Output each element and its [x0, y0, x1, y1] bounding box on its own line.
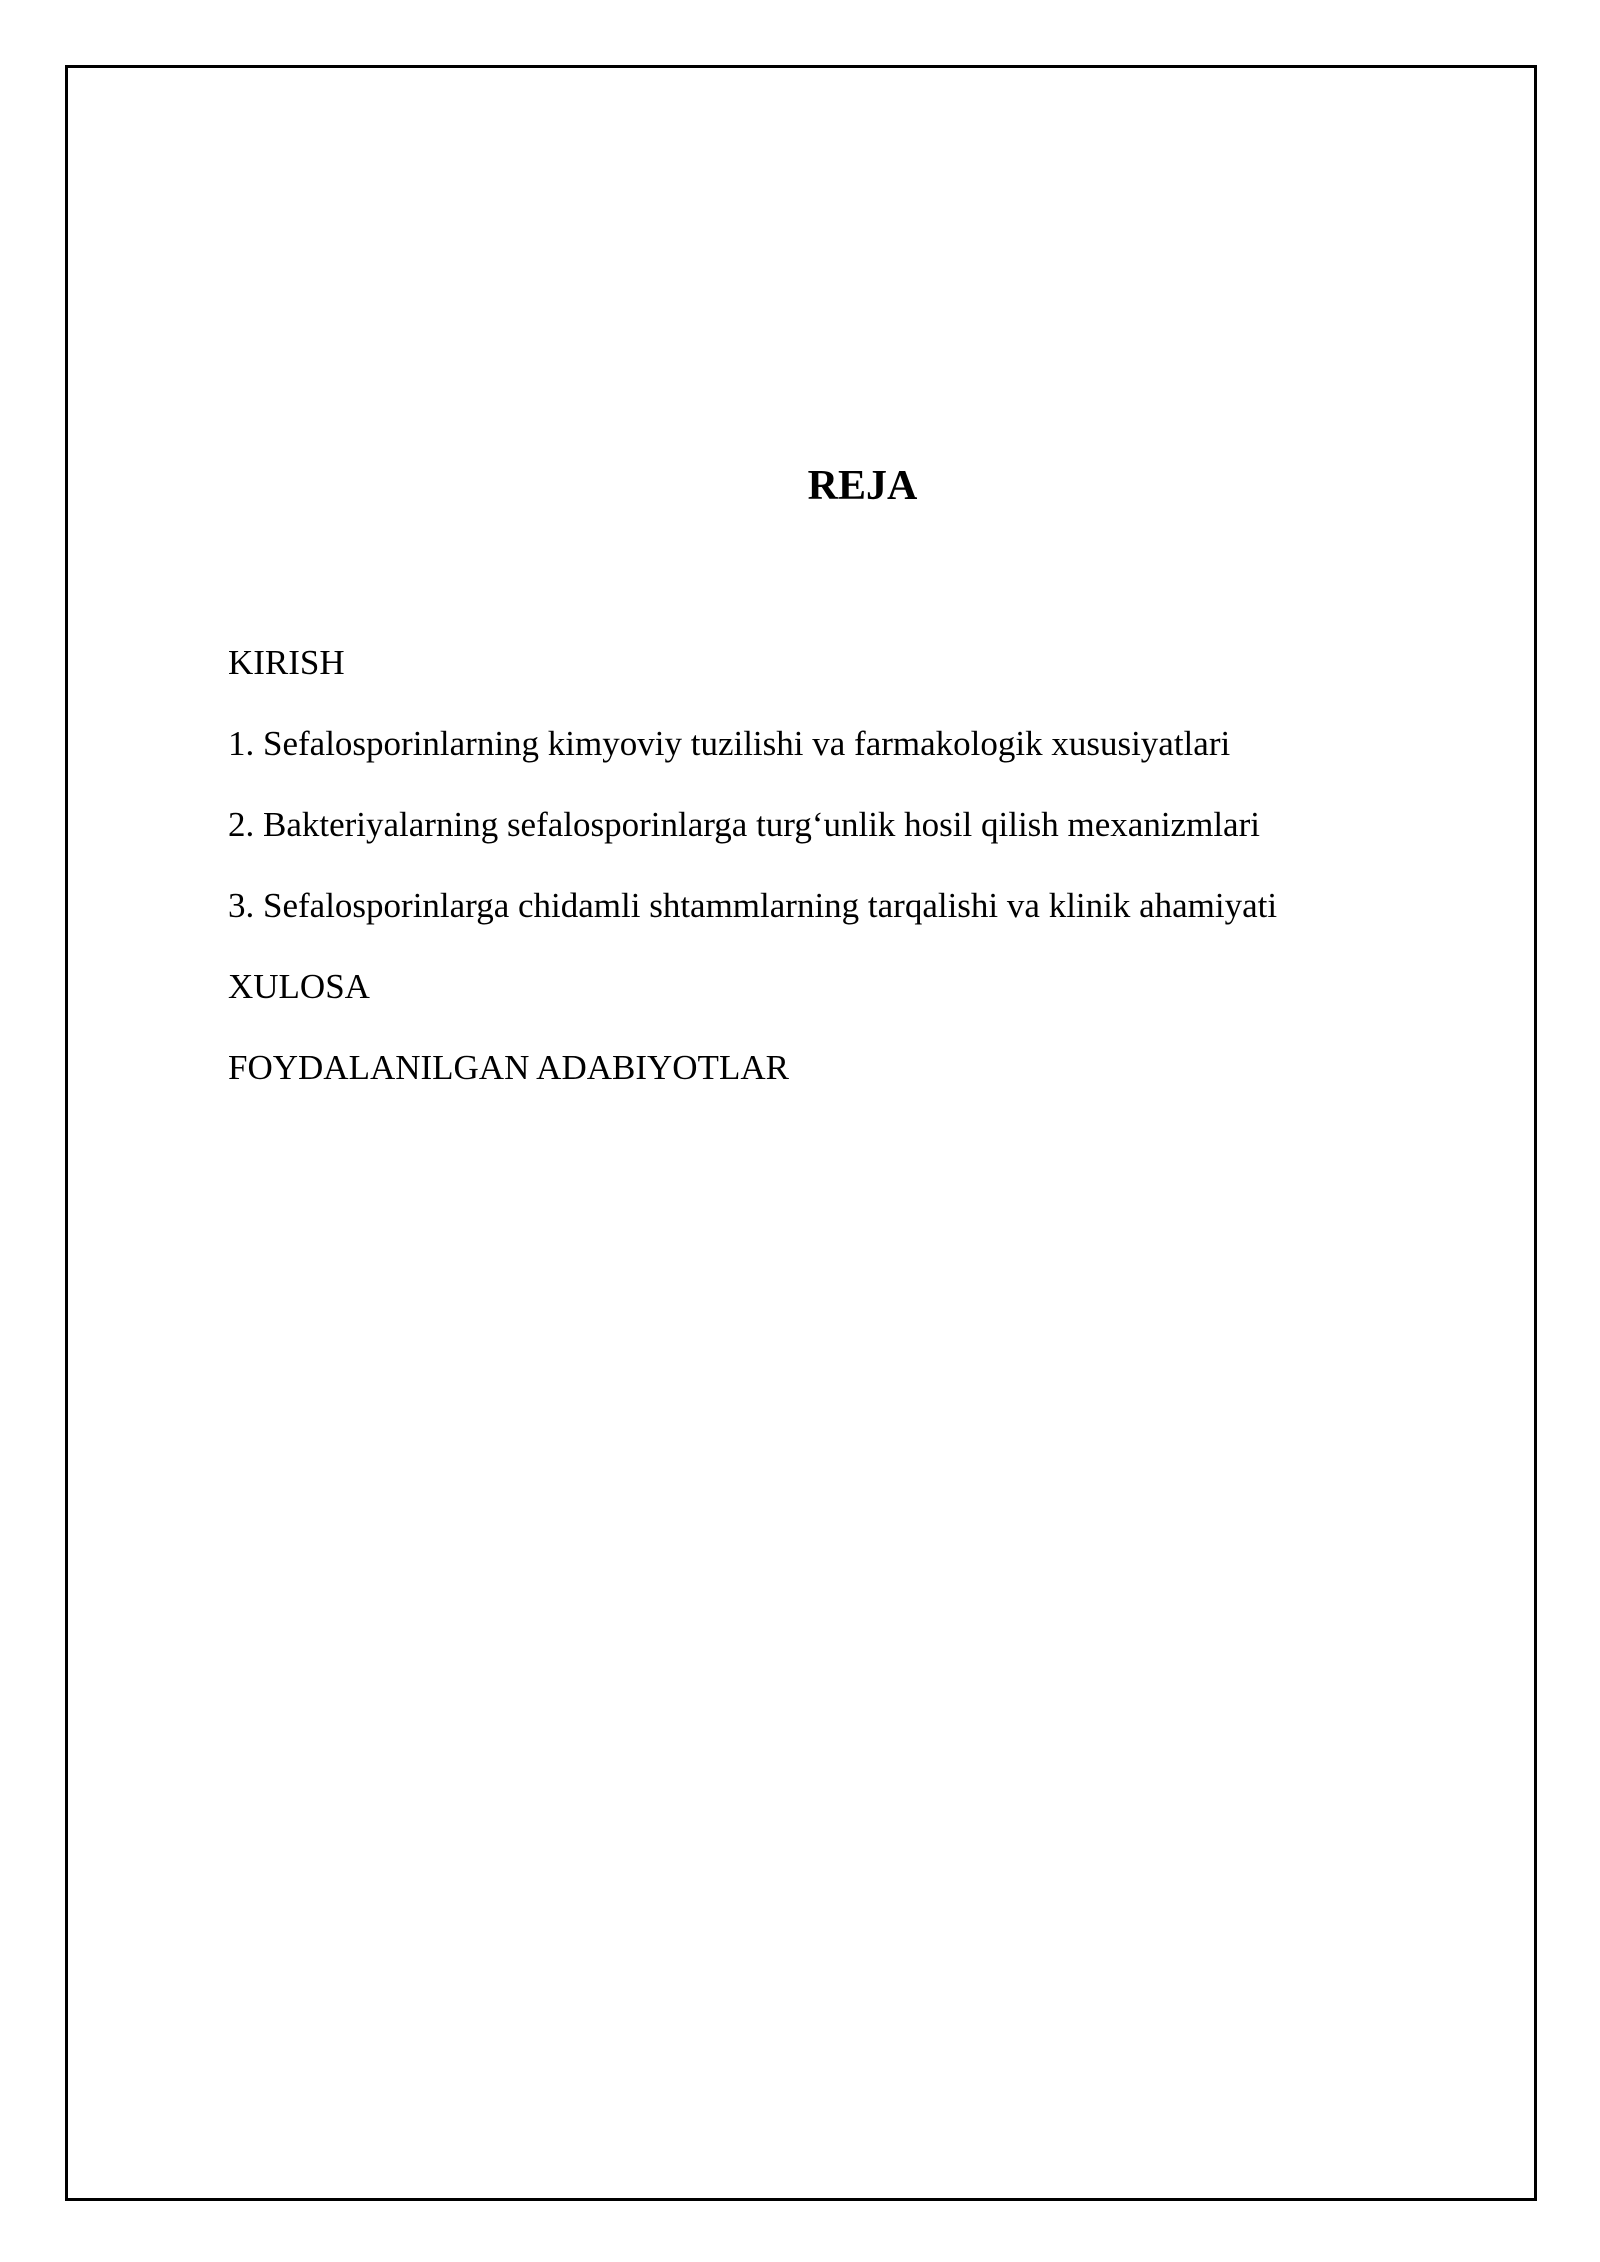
- page-title: REJA: [807, 463, 918, 509]
- table-of-contents: [228, 643, 1277, 1129]
- toc-item-introduction: KIRISH: [228, 643, 345, 682]
- page-border: [65, 65, 1537, 2201]
- toc-item-chapter-1: 1. Sefalosporinlarning kimyoviy tuzilishi va farmakologik xususiyatlari: [228, 724, 1231, 763]
- toc-item-references: FOYDALANILGAN ADABIYOTLAR: [228, 1048, 789, 1087]
- toc-item-conclusion: XULOSA: [228, 967, 370, 1006]
- toc-item-chapter-2: 2. Bakteriyalarning sefalosporinlarga turg‘unlik hosil qilish mexanizmlari: [228, 805, 1260, 844]
- toc-item-chapter-3: 3. Sefalosporinlarga chidamli shtammlarning tarqalishi va klinik ahamiyati: [228, 886, 1278, 925]
